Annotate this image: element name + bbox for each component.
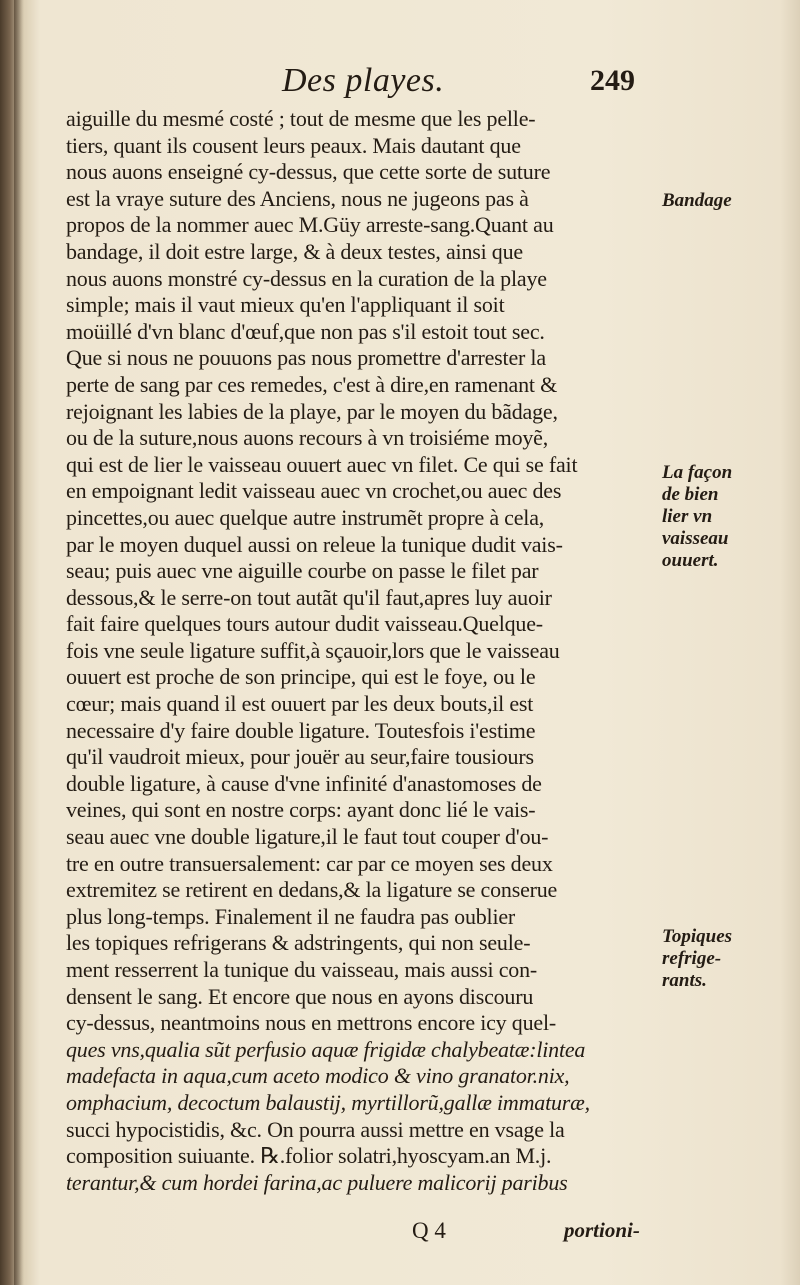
text-line: fois vne seule ligature suffit,à sçauoir,lors que le vaisseau <box>66 637 560 663</box>
text-line: est la vraye suture des Anciens, nous ne jugeons pas à <box>66 185 529 211</box>
text-line: en empoignant ledit vaisseau auec vn crochet,ou auec des <box>66 478 562 504</box>
text-line: les topiques refrigerans & adstringents, qui non seule- <box>66 930 531 956</box>
text-line: tiers, quant ils cousent leurs peaux. Mais dautant que <box>66 132 521 158</box>
text-line: qu'il vaudroit mieux, pour jouër au seur,faire tousiours <box>66 744 534 770</box>
text-line: seau; puis auec vne aiguille courbe on passe le filet par <box>66 558 539 584</box>
text-line: cœur; mais quand il est ouuert par les deux bouts,il est <box>66 691 534 717</box>
text-line: cy-dessus, neantmoins nous en mettrons encore icy quel- <box>66 1010 556 1036</box>
text-line: aiguille du mesmé costé ; tout de mesme que les pelle- <box>66 106 536 131</box>
running-header <box>0 62 800 106</box>
text-line: rejoignant les labies de la playe, par le moyen du bãdage, <box>66 398 558 424</box>
text-line: simple; mais il vaut mieux qu'en l'appliquant il soit <box>66 292 505 318</box>
text-line: Que si nous ne pouuons pas nous promettre d'arrester la <box>66 345 546 371</box>
text-line: ou de la suture,nous auons recours à vn troisiéme moyẽ, <box>66 425 549 451</box>
text-line: qui est de lier le vaisseau ouuert auec vn filet. Ce qui se fait <box>66 451 578 477</box>
margin-note-line: de bien <box>662 484 719 505</box>
text-line: fait faire quelques tours autour dudit vaisseau.Quelque- <box>66 611 543 637</box>
text-line: double ligature, à cause d'vne infinité d'anastomoses de <box>66 770 542 796</box>
text-line: veines, qui sont en nostre corps: ayant donc lié le vais- <box>66 797 536 823</box>
text-line: tre en outre transuersalement: car par ce moyen ses deux <box>66 850 553 876</box>
margin-note-line: refrige- <box>662 948 722 969</box>
text-line: ques vns,qualia sũt perfusio aquæ frigidæ chalybeatæ:lintea <box>66 1036 586 1062</box>
text-line: ouuert est proche de son principe, qui est le foye, ou le <box>66 664 536 690</box>
text-line: par le moyen duquel aussi on releue la tunique dudit vais- <box>66 531 563 557</box>
margin-note-line: ouuert. <box>662 550 719 571</box>
page-number: 249 <box>590 64 635 97</box>
text-line: bandage, il doit estre large, & à deux testes, ainsi que <box>66 238 523 264</box>
text-line: dessous,& le serre-on tout autãt qu'il faut,apres luy auoir <box>66 584 552 610</box>
text-line: densent le sang. Et encore que nous en ayons discouru <box>66 983 534 1009</box>
text-line: necessaire d'y faire double ligature. Toutesfois i'estime <box>66 717 536 743</box>
margin-note-line: Bandage <box>662 190 732 211</box>
text-line: moüillé d'vn blanc d'œuf,que non pas s'il estoit tout sec. <box>66 318 545 344</box>
signature-mark: Q 4 <box>412 1218 446 1243</box>
text-line: nous auons monstré cy-dessus en la curation de la playe <box>66 265 547 291</box>
margin-note-topiques <box>662 926 732 992</box>
text-line: succi hypocistidis, &c. On pourra aussi mettre en vsage la <box>66 1116 565 1142</box>
text-line: ment resserrent la tunique du vaisseau, mais aussi con- <box>66 957 538 982</box>
text-line: extremitez se retirent en dedans,& la ligature se conserue <box>66 877 558 903</box>
margin-note-line: Topiques <box>662 926 733 947</box>
text-line: propos de la nommer auec M.Güy arreste-sang.Quant au <box>66 212 554 238</box>
margin-note-line: lier vn <box>662 506 713 527</box>
text-line: nous auons enseigné cy-dessus, que cette sorte de suture <box>66 159 551 185</box>
text-line: terantur,& cum hordei farina,ac puluere malicorij paribus <box>66 1169 568 1195</box>
text-line: pincettes,ou auec quelque autre instrumẽt propre à cela, <box>66 504 545 530</box>
text-line: seau auec vne double ligature,il le faut tout couper d'ou- <box>66 824 549 850</box>
page-footer <box>0 1218 800 1248</box>
text-line: perte de sang par ces remedes, c'est à dire,en ramenant & <box>66 371 557 397</box>
margin-note-bandage <box>662 190 732 212</box>
running-title: Des playes. <box>282 62 445 99</box>
margin-note-line: rants. <box>662 970 707 991</box>
text-line: madefacta in aqua,cum aceto modico & vino granator.nix, <box>66 1063 570 1089</box>
text-line: composition suiuante. ℞.folior solatri,hyoscyam.an M.j. <box>66 1143 552 1169</box>
text-line: omphacium, decoctum balaustij, myrtillorũ,gallæ immaturæ, <box>66 1089 590 1115</box>
margin-note-line: vaisseau <box>662 528 729 549</box>
body-text <box>66 106 656 1196</box>
page-gutter <box>14 0 24 1285</box>
margin-note-line: La façon <box>662 462 733 483</box>
catchword: portioni- <box>564 1218 640 1242</box>
text-line: plus long-temps. Finalement il ne faudra pas oublier <box>66 903 516 929</box>
margin-note-ligature <box>662 462 732 572</box>
